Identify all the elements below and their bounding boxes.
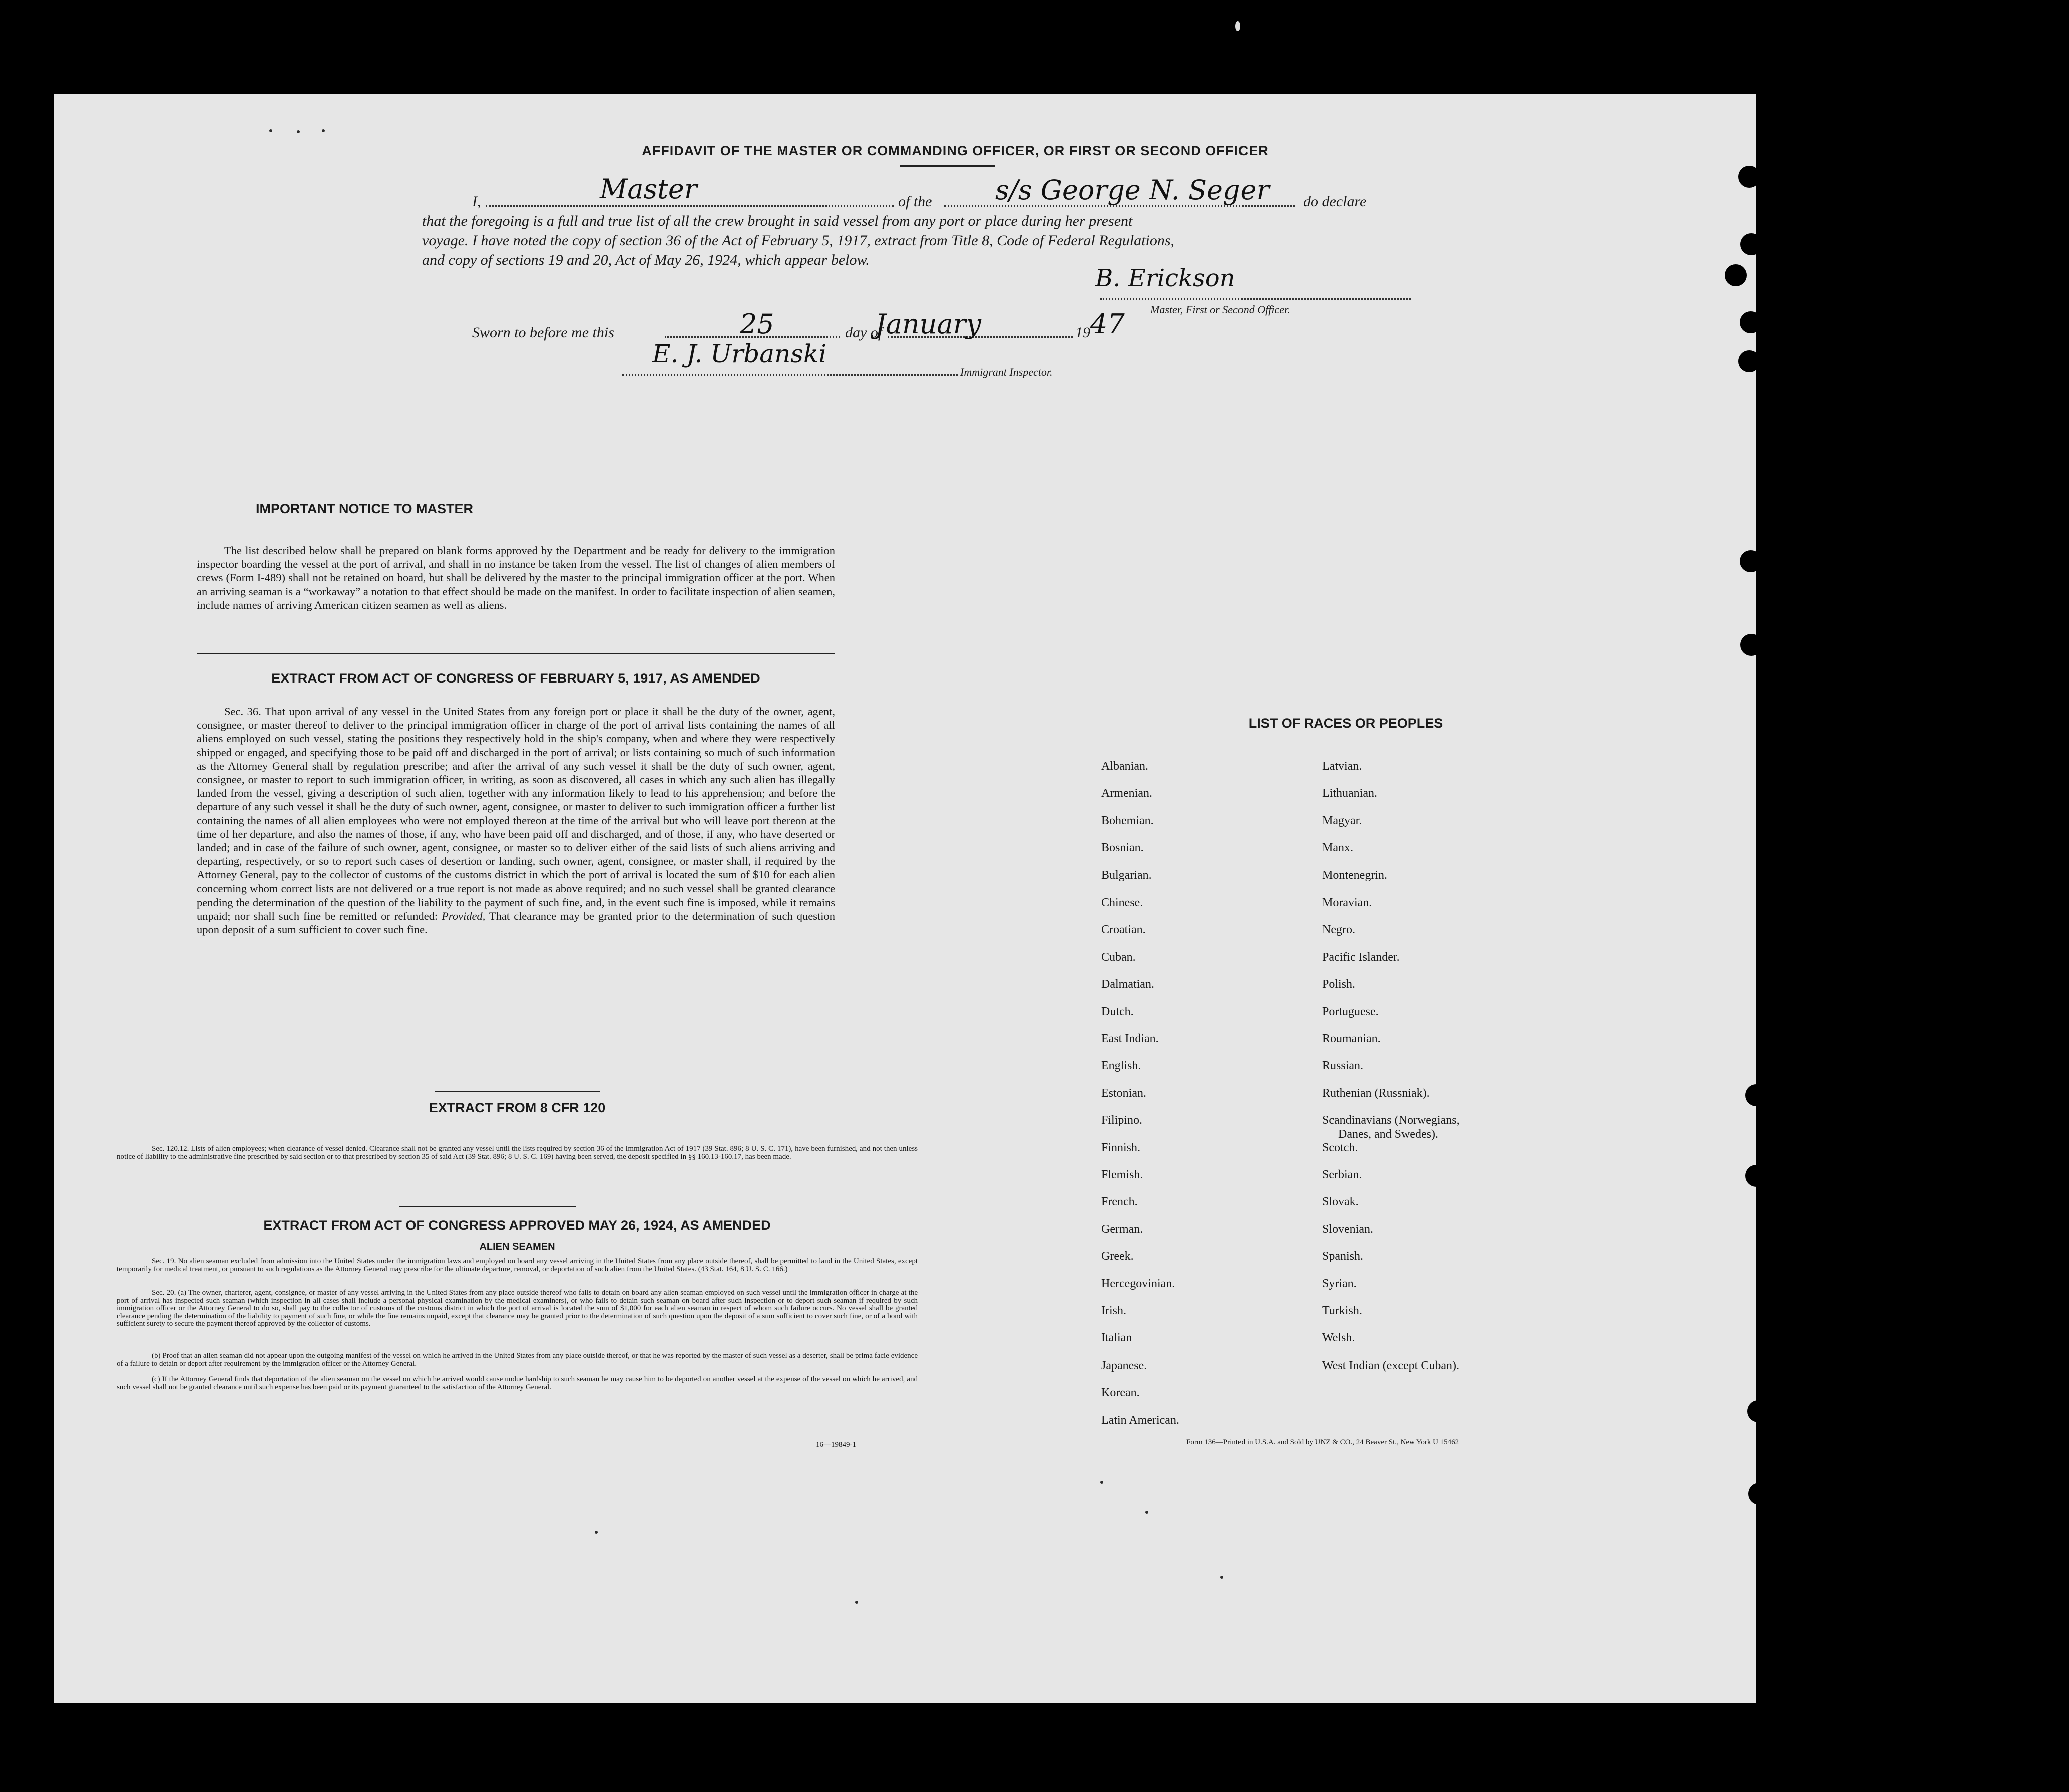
inspector-signature: E. J. Urbanski xyxy=(652,339,827,368)
document-page xyxy=(54,94,1756,1703)
notice-body: The list described below shall be prepared on blank forms approved by the Department and be ready for delivery to the immigration inspector boarding the vessel at the port of arrival, and shall in no instance be taken from the vessel. The list of changes of alien members of crews (Form I-489) shall not be retained on board, but shall be delivered by the master to the principal immigration officer at the port. When an arriving seaman is a “workaway” a notation to that effect should be made on the manifest. In order to facilitate inspection of alien seamen, include names of arriving American citizen seamen as well as aliens. xyxy=(197,544,835,611)
punch-hole xyxy=(1725,264,1747,286)
rank-handwritten: Master xyxy=(600,173,697,205)
year-suffix: 47 xyxy=(1090,308,1125,340)
race-item: Latvian. xyxy=(1322,760,1362,773)
scan-speck xyxy=(1220,1576,1223,1579)
race-item: Irish. xyxy=(1101,1304,1126,1317)
race-item: Pacific Islander. xyxy=(1322,950,1400,964)
race-item: Syrian. xyxy=(1322,1277,1357,1290)
of-the-label: of the xyxy=(898,193,932,210)
rank-field-line xyxy=(486,205,894,207)
day-of-label: day of xyxy=(845,324,883,341)
race-item: Cuban. xyxy=(1101,950,1136,964)
scan-speck xyxy=(322,129,325,132)
race-item: Korean. xyxy=(1101,1386,1140,1400)
provided-label: Provided, xyxy=(442,910,486,923)
race-item: Portuguese. xyxy=(1322,1005,1379,1018)
sec-20a-text: Sec. 20. (a) The owner, charterer, agent, consignee, or master of any vessel arriving in the United States from any place outside thereof who fails to detain on board any alien seaman employed on such vessel until the immigration officer in charge at the port of arrival has inspected such seaman (which inspection in all cases shall include a personal physical examination by the medical examiners), or who fails to detain such seaman on board after such inspection or to deport such seaman if required by such immigration officer or the Attorney General to do so, shall pay to the collector of customs of the customs district in which the port of arrival is located the sum of $1,000 for each alien seaman in respect of whom such failure occurs. No vessel shall be granted clearance pending the determination of the liability to payment of such fine, or while the fine remains unpaid, except that clearance may be granted prior to the determination of such question upon the deposit of a sum sufficient to cover such fine, or of a bond with sufficient surety to secure the payment thereof approved by the collector of customs. xyxy=(117,1289,918,1328)
race-item: French. xyxy=(1101,1195,1138,1209)
race-item: Slovenian. xyxy=(1322,1222,1373,1236)
race-item: Armenian. xyxy=(1101,787,1152,800)
punch-hole xyxy=(1740,550,1762,572)
sec-20b-text: (b) Proof that an alien seaman did not appear upon the outgoing manifest of the vessel on which he arrived in the United States from any place outside thereof, or that he was reported by the master of such vessel as a deserter, shall be prima facie evidence of a failure to detain or deport after requirement by the immigration officer or the Attorney General. xyxy=(117,1352,918,1368)
race-item: Bulgarian. xyxy=(1101,868,1152,882)
scan-speck xyxy=(855,1601,858,1604)
race-item: Magyar. xyxy=(1322,814,1362,827)
printer-footer: Form 136—Printed in U.S.A. and Sold by UNZ & CO., 24 Beaver St., New York U 15462 xyxy=(1186,1438,1459,1446)
act-1924-subtitle: ALIEN SEAMEN xyxy=(479,1241,555,1252)
sworn-month: January xyxy=(875,308,981,340)
cfr-body: Sec. 120.12. Lists of alien employees; when clearance of vessel denied. Clearance shall not be granted any vessel until the lists required by section 36 of the Immigration Act of 1917 (39 Stat. 896; 8 U. S. C. 171), have been furnished, and not then unless notice of liability to the administrative fine prescribed by said section or to that prescribed by section 35 of said Act (39 Stat. 896; 8 U. S. C. 169) having been served, the deposit specified in §§ 160.13-160.17, has been made. xyxy=(117,1145,918,1161)
punch-hole xyxy=(1745,1084,1767,1106)
race-item: Manx. xyxy=(1322,841,1353,855)
race-item: Russian. xyxy=(1322,1059,1364,1073)
race-item: Chinese. xyxy=(1101,896,1143,909)
race-item: English. xyxy=(1101,1059,1141,1073)
race-item: Bosnian. xyxy=(1101,841,1144,855)
i-label: I, xyxy=(472,193,481,210)
punch-hole xyxy=(1745,1165,1767,1187)
affidavit-line-3: voyage. I have noted the copy of section 36 of the Act of February 5, 1917, extract from Title 8, Code of Federal Regulations, xyxy=(422,232,1175,249)
act-1924-title: EXTRACT FROM ACT OF CONGRESS APPROVED MAY 26, 1924, AS AMENDED xyxy=(263,1218,771,1233)
race-item: German. xyxy=(1101,1222,1143,1236)
sec-36-label: Sec. 36. xyxy=(224,705,261,718)
act-1917-title: EXTRACT FROM ACT OF CONGRESS OF FEBRUARY 5, 1917, AS AMENDED xyxy=(271,671,760,686)
sec-19-text: Sec. 19. No alien seaman excluded from admission into the United States under the immigration laws and employed on board any vessel arriving in the United States from any place outside thereof, shall be permitted to land in the United States, except temporarily for medical treatment, or pursuant to such regulations as the Attorney General may prescribe for the ultimate departure, removal, or deportation of such alien from the United States. (43 Stat. 164, 8 U. S. C. 166.) xyxy=(117,1257,918,1273)
race-item: Japanese. xyxy=(1101,1359,1147,1372)
race-item: Scotch. xyxy=(1322,1141,1358,1154)
race-item: Moravian. xyxy=(1322,896,1372,909)
inspector-caption: Immigrant Inspector. xyxy=(960,366,1053,378)
divider xyxy=(435,1091,600,1092)
punch-hole xyxy=(1748,1483,1770,1505)
divider xyxy=(399,1206,576,1207)
punch-hole xyxy=(1738,350,1760,372)
master-signature: B. Erickson xyxy=(1095,264,1235,292)
sec-20c-text: (c) If the Attorney General finds that deportation of the alien seaman on the vessel on which he arrived would cause undue hardship to such seaman he may cause him to be deported on another vessel at the expense of the vessel on which he arrived, and such vessel shall not be granted clearance until such expense has been paid or its payment guaranteed to the satisfaction of the Attorney General. xyxy=(117,1375,918,1391)
race-item: Montenegrin. xyxy=(1322,868,1387,882)
race-item: West Indian (except Cuban). xyxy=(1322,1359,1459,1372)
race-item: Welsh. xyxy=(1322,1331,1355,1345)
race-item: Italian xyxy=(1101,1331,1132,1345)
race-item: Flemish. xyxy=(1101,1168,1143,1181)
form-code: 16—19849-1 xyxy=(816,1441,856,1449)
punch-hole xyxy=(1740,311,1762,333)
race-item: Hercegovinian. xyxy=(1101,1277,1175,1290)
race-item: Finnish. xyxy=(1101,1141,1141,1154)
race-item: Turkish. xyxy=(1322,1304,1362,1317)
punch-hole xyxy=(1740,233,1762,255)
cfr-title: EXTRACT FROM 8 CFR 120 xyxy=(429,1100,606,1115)
sec-36-text: That upon arrival of any vessel in the United States from any foreign port or place it shall be the duty of the owner, agent, consignee, or master thereof to deliver to the principal immigration officer in charge of the port of arrival lists containing the names of all aliens employed on such vessel, stating the positions they respectively hold in the ship's company, when and where they were respectively shipped or engaged, and specifying those to be paid off and discharged in the port of arrival; or lists containing so much of such information as the Attorney General shall by regulation prescribe; and after the arrival of any such vessel it shall be the duty of such owner, agent, consignee, or master to report to such immigration officer, in writing, as soon as discovered, all cases in which any such alien has illegally landed from the vessel, giving a description of such alien, together with any information likely to lead to his apprehension; and before the departure of any such vessel it shall be the duty of such owner, agent, consignee, or master to deliver to such immigration officer a further list containing the names of all alien employees who were not employed thereon at the time of the arrival but who will leave port thereon at the time of her departure, and also the names of those, if any, who have been paid off and discharged, and of those, if any, who have deserted or landed; and in case of the failure of such owner, agent, consignee, or master so to deliver either of the said lists of such aliens arriving and departing, respectively, or so to report such cases of desertion or landing, such owner, agent, consignee, or master shall, if required by the Attorney General, pay to the collector of customs of the customs district in which the port of arrival is located the sum of $10 for each alien concerning whom correct lists are not delivered or a true report is not made as above required; and no such vessel shall be granted clearance pending the determination of the question of the liability to the payment of such fine, and, in the event such fine is imposed, while it remains unpaid; nor shall such fine be remitted or refunded: xyxy=(197,705,835,923)
race-item: Albanian. xyxy=(1101,760,1148,773)
race-item: Negro. xyxy=(1322,923,1355,937)
master-caption: Master, First or Second Officer. xyxy=(1150,303,1290,316)
scan-speck xyxy=(297,130,300,133)
race-item: Croatian. xyxy=(1101,923,1146,937)
race-item: Bohemian. xyxy=(1101,814,1154,827)
race-item: Scandinavians (Norwegians, xyxy=(1322,1114,1460,1127)
race-item: Lithuanian. xyxy=(1322,787,1377,800)
do-declare-label: do declare xyxy=(1303,193,1367,210)
punch-hole xyxy=(1740,634,1762,656)
affidavit-line-2: that the foregoing is a full and true list of all the crew brought in said vessel from any port or place during her present xyxy=(422,213,1133,229)
year-prefix: 19 xyxy=(1075,324,1090,341)
divider xyxy=(900,165,995,167)
inspector-signature-line xyxy=(622,374,958,376)
race-item: Greek. xyxy=(1101,1250,1134,1263)
race-item: Spanish. xyxy=(1322,1250,1364,1263)
scan-speck xyxy=(1235,21,1240,31)
provided-text: That clearance may be granted prior to the determination of such question upon deposit of a sum sufficient to cover such fine. xyxy=(197,910,835,936)
scan-speck xyxy=(595,1531,598,1534)
race-item: Dutch. xyxy=(1101,1005,1134,1018)
punch-hole xyxy=(1747,1400,1769,1422)
vessel-handwritten: s/s George N. Seger xyxy=(995,174,1270,206)
divider xyxy=(197,653,835,654)
race-item: Dalmatian. xyxy=(1101,978,1154,991)
race-item: Ruthenian (Russniak). xyxy=(1322,1086,1430,1100)
affidavit-line-4: and copy of sections 19 and 20, Act of May 26, 1924, which appear below. xyxy=(422,252,870,268)
scan-speck xyxy=(269,129,272,132)
notice-title: IMPORTANT NOTICE TO MASTER xyxy=(256,501,473,516)
races-title: LIST OF RACES OR PEOPLES xyxy=(1248,716,1443,731)
race-item: Serbian. xyxy=(1322,1168,1362,1181)
race-item: Danes, and Swedes). xyxy=(1338,1128,1438,1141)
punch-hole xyxy=(1738,166,1760,188)
race-item: Estonian. xyxy=(1101,1086,1146,1100)
race-item: Filipino. xyxy=(1101,1114,1143,1127)
sworn-label: Sworn to before me this xyxy=(472,324,614,341)
act-1917-body xyxy=(197,705,835,936)
race-item: Slovak. xyxy=(1322,1195,1359,1209)
race-item: Latin American. xyxy=(1101,1413,1179,1427)
race-item: Polish. xyxy=(1322,978,1356,991)
race-item: East Indian. xyxy=(1101,1032,1159,1045)
affidavit-title: AFFIDAVIT OF THE MASTER OR COMMANDING OFFICER, OR FIRST OR SECOND OFFICER xyxy=(642,143,1269,158)
sworn-day: 25 xyxy=(740,308,774,340)
race-item: Roumanian. xyxy=(1322,1032,1381,1045)
signature-line xyxy=(1100,298,1411,300)
scan-speck xyxy=(1100,1481,1103,1484)
scan-speck xyxy=(1145,1511,1148,1514)
